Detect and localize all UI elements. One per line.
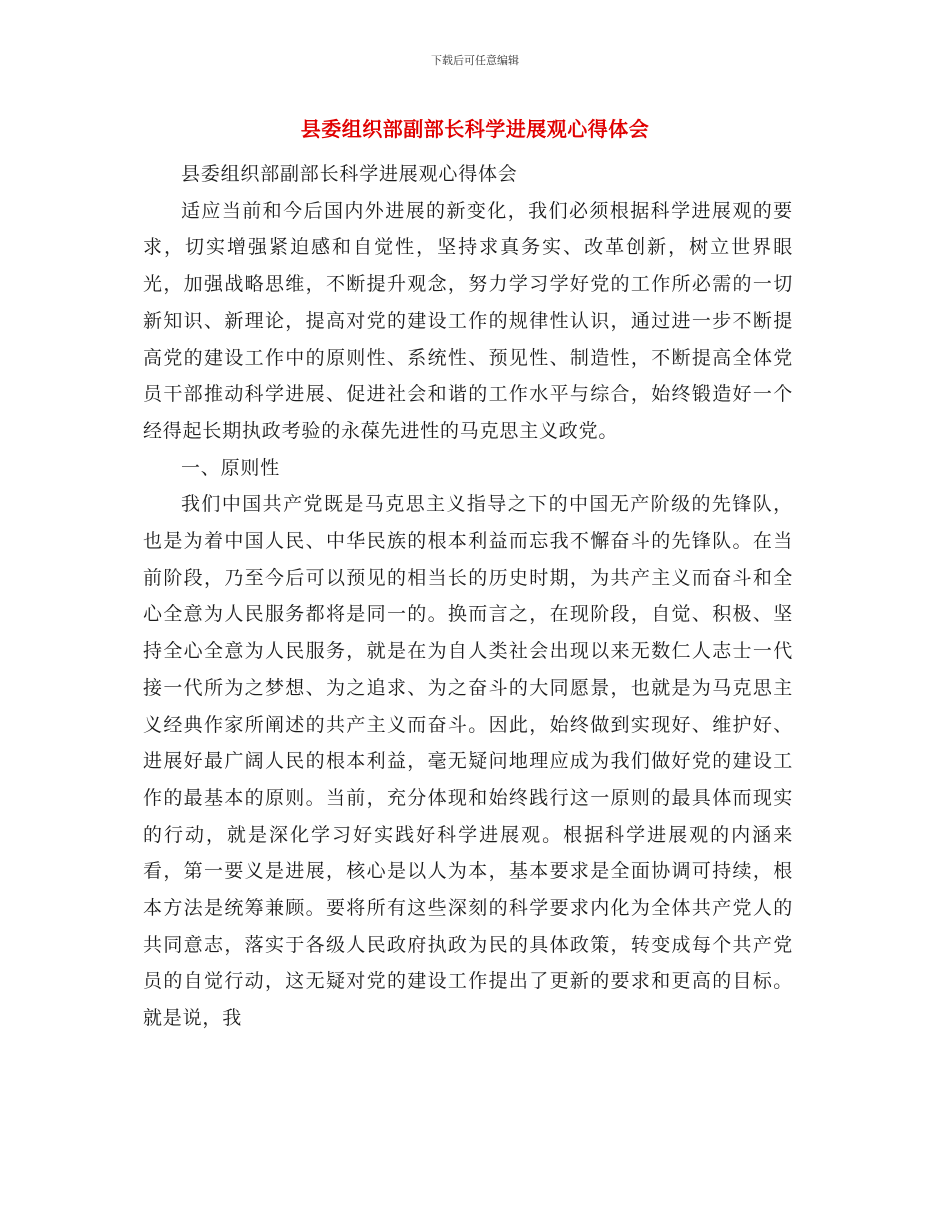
section-heading-principle: 一、原则性 — [181, 456, 281, 479]
document-title: 县委组织部副部长科学进展观心得体会 — [300, 117, 650, 141]
header-note: 下载后可任意编辑 — [431, 54, 519, 67]
document-body — [143, 156, 793, 1037]
paragraph-principle: 我们中国共产党既是马克思主义指导之下的中国无产阶级的先锋队，也是为着中国人民、中华民族的根本利益而忘我不懈奋斗的先锋队。在当前阶段，乃至今后可以预见的相当长的历史时期，为共产主义而奋斗和全心全意为人民服务都将是同一的。换而言之，在现阶段，自觉、积极、坚持全心全意为人民服务，就是在为自人类社会出现以来无数仁人志士一代接一代所为之梦想、为之追求、为之奋斗的大同愿景，也就是为马克思主义经典作家所阐述的共产主义而奋斗。因此，始终做到实现好、维护好、进展好最广阔人民的根本利益，毫无疑问地理应成为我们做好党的建设工作的最基本的原则。当前，充分体现和始终践行这一原则的最具体而现实的行动，就是深化学习好实践好科学进展观。根据科学进展观的内涵来看，第一要义是进展，核心是以人为本，基本要求是全面协调可持续，根本方法是统筹兼顾。要将所有这些深刻的科学要求内化为全体共产党人的共同意志，落实于各级人民政府执政为民的具体政策，转变成每个共产党员的自觉行动，这无疑对党的建设工作提出了更新的要求和更高的目标。就是说，我 — [143, 493, 793, 1030]
paragraph-subtitle: 县委组织部副部长科学进展观心得体会 — [181, 163, 518, 185]
paragraph-intro: 适应当前和今后国内外进展的新变化，我们必须根据科学进展观的要求，切实增强紧迫感和自觉性，坚持求真务实、改革创新，树立世界眼光，加强战略思维，不断提升观念，努力学习学好党的工作所必需的一切新知识、新理论，提高对党的建设工作的规律性认识，通过进一步不断提高党的建设工作中的原则性、系统性、预见性、制造性，不断提高全体党员干部推动科学进展、促进社会和谐的工作水平与综合，始终锻造好一个经得起长期执政考验的永葆先进性的马克思主义政党。 — [143, 199, 793, 442]
